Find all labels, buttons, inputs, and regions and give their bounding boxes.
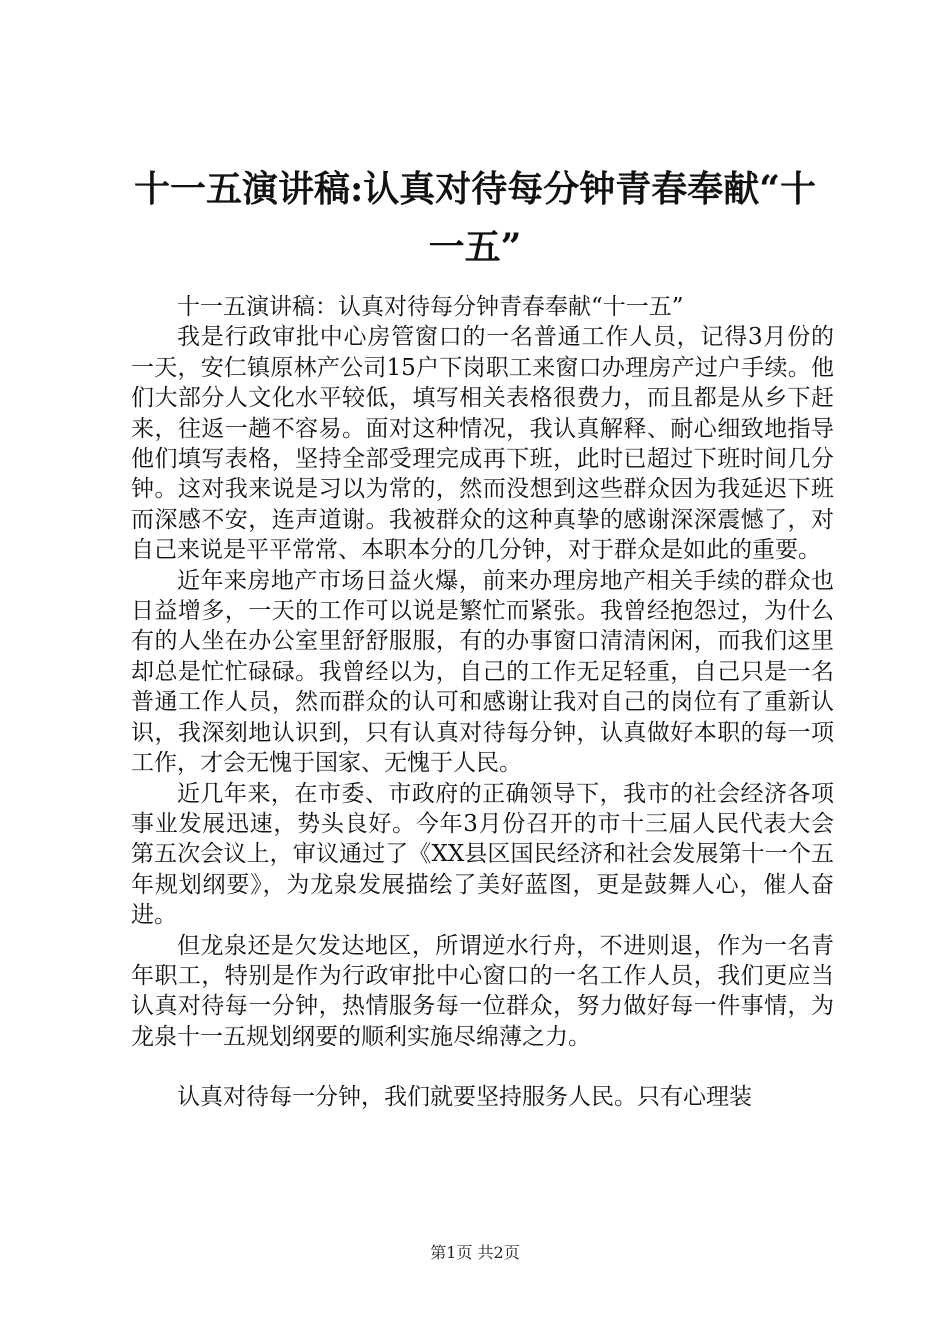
paragraph: 近几年来，在市委、市政府的正确领导下，我市的社会经济各项事业发展迅速，势头良好。今年3月份召开的市十三届人民代表大会第五次会议上，审议通过了《XX县区国民经济和社会发展第十一个五年规划纲要》，为龙泉发展描绘了美好蓝图，更是鼓舞人心，催人奋进。 (131, 780, 834, 929)
document-title: 十一五演讲稿:认真对待每分钟青春奉献“十一五” (134, 168, 816, 268)
paragraph: 我是行政审批中心房管窗口的一名普通工作人员，记得3月份的一天，安仁镇原林产公司15户下岗职工来窗口办理房产过户手续。他们大部分人文化水平较低，填写相关表格很费力，而且都是从乡下赶来，往返一趟不容易。面对这种情况，我认真解释、耐心细致地指导他们填写表格，坚持全部受理完成再下班，此时已超过下班时间几分钟。这对我来说是习以为常的，然而没想到这些群众因为我延迟下班而深感不安，连声道谢。我被群众的这种真挚的感谢深深震憾了，对自己来说是平平常常、本职本分的几分钟，对于群众是如此的重要。 (131, 324, 834, 564)
paragraph-subtitle: 十一五演讲稿：认真对待每分钟青春奉献“十一五” (177, 294, 684, 320)
paragraph: 近年来房地产市场日益火爆，前来办理房地产相关手续的群众也日益增多，一天的工作可以说是繁忙而紧张。我曾经抱怨过，为什么有的人坐在办公室里舒舒服服，有的办事窗口清清闲闲，而我们这里却总是忙忙碌碌。我曾经以为，自己的工作无足轻重，自己只是一名普通工作人员，然而群众的认可和感谢让我对自己的岗位有了重新认识，我深刻地认识到，只有认真对待每分钟，认真做好本职的每一项工作，才会无愧于国家、无愧于人民。 (131, 567, 834, 777)
paragraph: 认真对待每一分钟，我们就要坚持服务人民。只有心理装 (177, 1084, 752, 1111)
document-body (131, 292, 834, 1113)
paragraph: 但龙泉还是欠发达地区，所谓逆水行舟，不进则退，作为一名青年职工，特别是作为行政审批中心窗口的一名工作人员，我们更应当认真对待每一分钟，热情服务每一位群众，努力做好每一件事情，为龙泉十一五规划纲要的顺利实施尽绵薄之力。 (131, 932, 834, 1050)
page-footer: 第1页 共2页 (430, 1243, 520, 1262)
